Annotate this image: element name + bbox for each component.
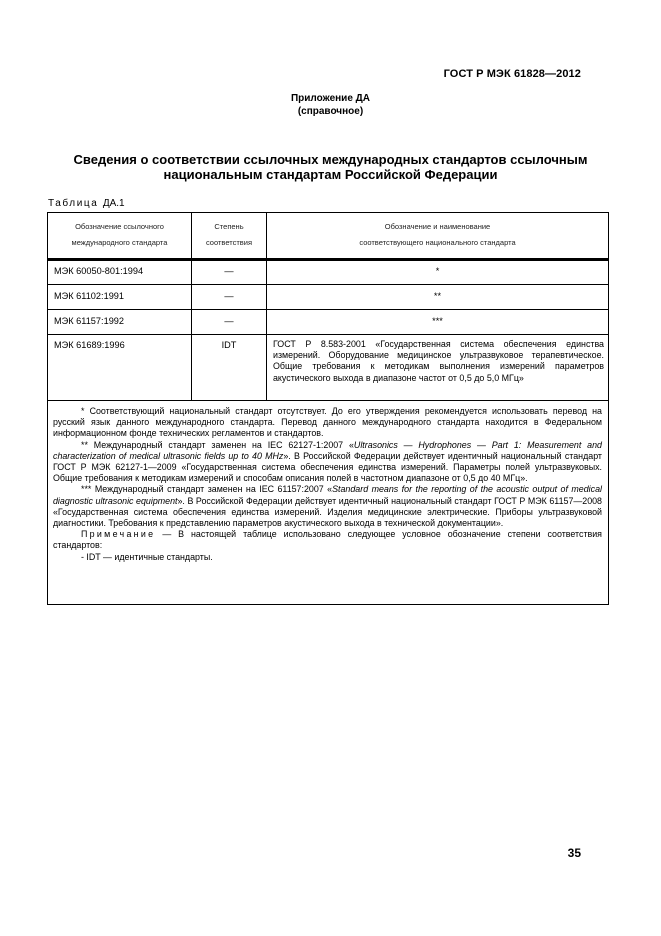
appendix-subtitle: (справочное) xyxy=(297,106,364,117)
footnote-2 xyxy=(53,440,602,485)
footnote-1: * Соответствующий национальный стандарт отсутствует. До его утверждения рекомендуется использовать перевод на русский язык данного международного стандарта. Перевод данного международного стандарта находится в Федеральном информационном фонде технических регламентов и стандартов. xyxy=(53,406,602,439)
page-number: 35 xyxy=(567,846,581,860)
document-title-line-1: Сведения о соответствии ссылочных международных стандартов ссылочным xyxy=(73,152,588,167)
footnote-2-title: Ultrasonics — Hydrophones — Part 1: Measurement and characterization of medical ultrasonic fields up to 40 MHz xyxy=(53,439,602,461)
degree-cell: — xyxy=(224,266,234,276)
degree-cell: IDT xyxy=(221,340,237,350)
footnote-3-text: *** Международный стандарт заменен на IEC 61157:2007 « xyxy=(81,484,333,495)
table-caption-prefix: Таблица xyxy=(48,198,99,209)
column-header-international xyxy=(48,219,191,251)
document-title xyxy=(40,152,621,182)
footnote-3-title: Standard means for the reporting of the acoustic output of medical diagnostic ultrasonic equipment xyxy=(53,484,603,506)
note-label: Примечание xyxy=(81,529,156,540)
intl-standard-cell: МЭК 61102:1991 xyxy=(54,291,125,301)
footnote-3 xyxy=(53,484,602,529)
idt-definition: - IDT — идентичные стандарты. xyxy=(81,551,213,562)
degree-cell: — xyxy=(224,291,234,301)
intl-standard-cell: МЭК 61689:1996 xyxy=(54,340,125,350)
note-text: — В настоящей таблице использовано следующее условное обозначение степени соответствия стандартов: xyxy=(53,529,602,551)
intl-standard-cell: МЭК 60050-801:1994 xyxy=(54,266,144,276)
column-header-line: соответствующего национального стандарта xyxy=(359,238,516,247)
column-header-line: Обозначение ссылочного xyxy=(75,222,164,231)
table-footnotes xyxy=(53,406,602,563)
standard-designation: ГОСТ Р МЭК 61828—2012 xyxy=(443,68,581,80)
document-title-line-2: национальным стандартам Российской Федерации xyxy=(163,167,498,182)
national-standard-cell: ГОСТ Р 8.583-2001 «Государственная система обеспечения единства измерений. Оборудование медицинское ультразвуковое терапевтическое. Общие требования к методикам выполнения измерений параметров акустического выхода в диапазоне частот от 0,5 до 5,0 МГц» xyxy=(273,339,604,383)
table-caption-number: ДА.1 xyxy=(102,198,125,209)
national-standard-cell: ** xyxy=(433,291,442,301)
column-header-line: Обозначение и наименование xyxy=(384,222,491,231)
column-header-degree xyxy=(192,219,266,251)
table-caption xyxy=(48,198,125,209)
national-standard-cell: *** xyxy=(432,316,443,326)
footnote-3-text: ». В Российской Федерации действует идентичный национальный стандарт ГОСТ Р МЭК 61157—2008 «Государственная система обеспечения единства измерений. Изделия медицинские электрические. Приборы ультразвуковой диагностики. Требования к представлению параметров акустического выхода в технической документации». xyxy=(53,495,602,529)
appendix-heading xyxy=(0,92,661,118)
intl-standard-cell: МЭК 61157:1992 xyxy=(54,316,125,326)
column-header-national xyxy=(267,219,608,251)
appendix-title: Приложение ДА xyxy=(290,93,371,104)
note xyxy=(53,529,602,551)
column-header-line: международного стандарта xyxy=(71,238,168,247)
footnote-2-text: ** Международный стандарт заменен на IEC 62127-1:2007 « xyxy=(81,439,354,450)
column-header-line: соответствия xyxy=(205,238,253,247)
column-header-line: Степень xyxy=(214,222,244,231)
degree-cell: — xyxy=(224,316,234,326)
correspondence-table xyxy=(47,212,609,605)
footnote-2-text: ». В Российской Федерации действует идентичный национальный стандарт ГОСТ Р МЭК 62127-1—2009 «Государственная система обеспечения единства измерений. Параметры полей ультразвуковых. Общие требования к методикам измерений и способам описания полей в частотном диапазоне от 0,5 до 40 МГц». xyxy=(53,450,602,484)
national-standard-cell: * xyxy=(435,266,440,276)
